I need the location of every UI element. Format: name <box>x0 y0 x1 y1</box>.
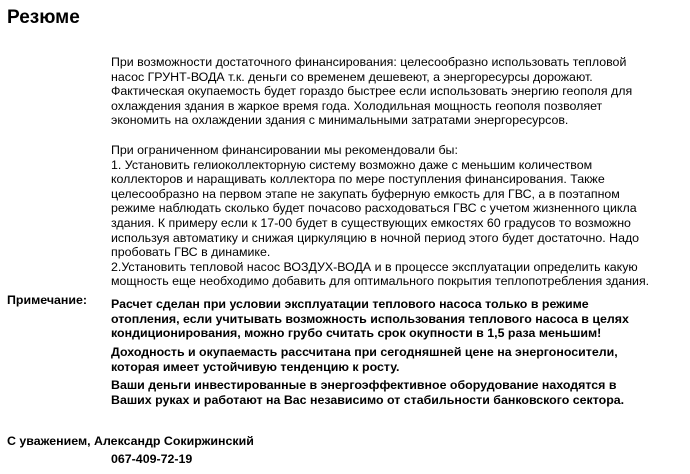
limited-financing-paragraph <box>111 143 681 289</box>
text-line: коллекторов и наращивать коллектора по мере поступления финансирования. Также <box>111 172 605 187</box>
text-line: Фактическая окупаемость будет гораздо быстрее если использовать энергию геополя для <box>111 84 633 99</box>
text-line: используя автоматику и снижая циркуляцию в ночной период этого будет достаточно. Надо <box>111 230 640 245</box>
text-line: Ваши деньги инвестированные в энергоэффективное оборудование находятся в <box>111 378 617 392</box>
note-label: Примечание: <box>7 293 88 307</box>
text-line: Расчет сделан при условии эксплуатации теплового насоса только в режиме <box>111 297 589 311</box>
text-line: здания. К примеру если к 17-00 будет в существующих емкостях 60 градусов то возможно <box>111 215 631 230</box>
text-line: пробовать ГВС в динамике. <box>111 245 271 260</box>
note-calculation <box>111 297 681 341</box>
financing-paragraph <box>111 55 681 128</box>
text-line: режиме наблюдать сколько будет почасово расходоваться ГВС с учетом жизненного цикла <box>111 201 637 216</box>
text-line: отопления, если учитывать возможность использования теплового насоса в целях <box>111 311 629 326</box>
phone-number: 067-409-72-19 <box>111 452 193 466</box>
text-line: насос ГРУНТ-ВОДА т.к. деньги со временем дешевеют, а энергоресурсы дорожают. <box>111 69 593 84</box>
text-line: 1. Установить гелиоколлекторную систему возможно даже с меньшим количеством <box>111 157 593 172</box>
text-line: Доходность и окупаемасть рассчитана при сегодняшней цене на энергоносители, <box>111 345 618 359</box>
text-line: мощность еще необходимо добавить для оптимального покрытия теплопотребления здания. <box>111 274 650 289</box>
signature: С уважением, Александр Сокиржинский <box>7 434 254 448</box>
text-line: При ограниченном финансировании мы рекомендовали бы: <box>111 143 458 157</box>
text-line: целесообразно на первом этапе не закупать буферную емкость для ГВС, а в поэтапном <box>111 186 620 201</box>
text-line: 2.Установить тепловой насос ВОЗДУХ-ВОДА и в процессе эксплуатации определить какую <box>111 259 638 274</box>
text-line: которая имеет устойчивую тенденцию к росту. <box>111 359 400 374</box>
note-investment <box>111 378 681 407</box>
text-line: При возможности достаточного финансирования: целесообразно использовать тепловой <box>111 55 627 69</box>
text-line: кондиционирования, можно грубо считать срок окупности в 1,5 раза меньшим! <box>111 326 602 341</box>
page-title: Резюме <box>7 7 80 28</box>
text-line: экономить на охлаждении здания с минимальными затратами энергоресурсов. <box>111 113 569 128</box>
text-line: Ваших руках и работают на Вас независимо от стабильности банковского сектора. <box>111 392 625 407</box>
text-line: охлаждения здания в жаркое время года. Холодильная мощность геополя позволяет <box>111 98 603 113</box>
note-profitability <box>111 345 681 374</box>
